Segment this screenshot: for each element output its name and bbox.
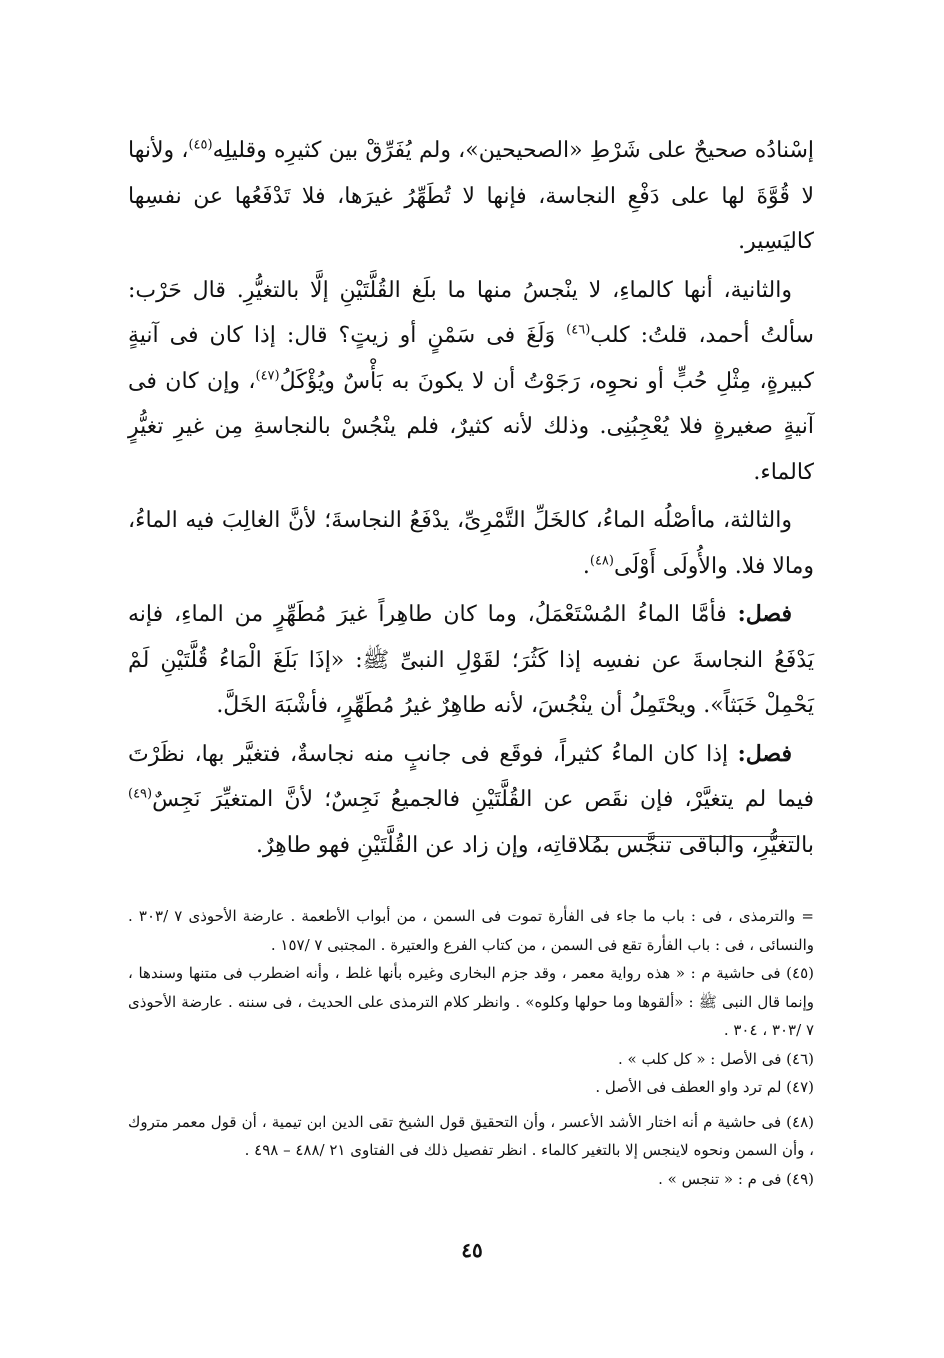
footnote-ref-46: (٤٦) xyxy=(566,322,591,338)
paragraph-1 xyxy=(128,128,814,265)
footnote-ref-47: (٤٧) xyxy=(255,368,280,384)
footnotes-block xyxy=(128,902,814,1193)
section-label: فصل: xyxy=(737,601,792,627)
page-number: ٤٥ xyxy=(461,1238,483,1262)
paragraph-2-text-end: ، وإن كان فى آنيةٍ صغيرةٍ فلا يُعْجِبُنِى. وذلك لأنه كثيرٌ، فلم ينْجُسْ بالنجاسةِ مِن غيرِ تغيُّرٍ كالماء. xyxy=(128,368,814,485)
footnote-ref-45: (٤٥) xyxy=(188,137,213,153)
paragraph-5-text-cont: بالتغيُّرِ، والباقى تنجَّس بمُلاقاتِه، وإن زاد عن القُلَّتَيْنِ فهو طاهِرٌ. xyxy=(256,832,814,858)
paragraph-3-end: . xyxy=(582,553,590,579)
paragraph-3 xyxy=(128,498,814,589)
footnote-continuation: = والترمذى ، فى : باب ما جاء فى الفأرة تموت فى السمن ، من أبواب الأطعمة . عارضة الأحوذى ٧ /٣٠٣ . والنسائى ، فى : باب الفأرة تقع فى السمن ، من كتاب الفرع والعتيرة . المجتبى ٧ /١٥٧ . xyxy=(128,907,814,954)
footnote-48: (٤٨) فى حاشية م أنه اختار الأشد الأعسر ، وأن التحقيق قول الشيخ تقى الدين ابن تيمية ، أن قول معمر متروك ، وأن السمن ونحوه لاينجس إلا بالتغير كالماء . انظر تفصيل ذلك فى الفتاوى ٢١ /٤٨٨ – ٤٩٨ . xyxy=(128,1112,814,1159)
paragraph-2-text: والثانية، أنها كالماءِ، لا ينْجسُ منها ما بلَغ القُلَّتَيْنِ إلَّا بالتغيُّرِ. قال حَرْب: سألتُ أحمد، قلتُ: كلب xyxy=(128,277,814,348)
paragraph-2-text-cont: وَلَغَ فى سَمْنٍ أو زيتٍ؟ قال: إذا كان فى آنيةٍ كبيرةٍ، مِثْلِ حُبٍّ أو نحوِه، رَجَوْتُ أن لا يكونَ به بَأْسٌ ويُؤْكَلُ xyxy=(128,323,814,394)
footnote-45: (٤٥) فى حاشية م : « هذه رواية معمر ، وقد جزم البخارى وغيره بأنها غلط ، وأنه اضطرب فى متنها وسندها ، وإنما قال النبى ﷺ : «ألقوها وما حولها وكلوه» . وانظر كلام الترمذى على الحديث ، فى سننه . عارضة الأحوذى ٧ /٣٠٣ ، ٣٠٤ . xyxy=(128,964,814,1039)
paragraph-1-text-cont: ، ولأنها لا قُوَّةَ لها على دَفْعِ النجاسة، فإنها لا تُطَهِّرُ غيرَها، فلا تَدْفَعُها عن نفسِها كاليَسِير. xyxy=(128,138,814,254)
section-label: فصل: xyxy=(737,740,792,767)
paragraph-5-text: إذا كان الماءُ كثيراً، فوقَع فى جانبٍ منه نجاسةٌ، فتغيَّر بها، نظَرْتَ فيما لم يتغيَّرْ، فإن نقَص عن القُلَّتَيْنِ فالجميعُ نَجِسٌ؛ لأنَّ المتغيِّرَ نَجِسٌ xyxy=(128,741,814,812)
paragraph-5 xyxy=(128,732,814,869)
paragraph-4-text: فأمَّا الماءُ المُسْتَعْمَلُ، وما كان طاهِراً غيرَ مُطَهِّرٍ من الماءِ، فإنه يَدْفَعُ النجاسةَ عن نفسِه إذا كَثُرَ؛ لقَوْلِ النبىِّ ﷺ: «إذَا بَلَغَ الْمَاءُ قُلَّتَيْنِ لَمْ يَحْمِلْ خَبَثاً». ويحْتَمِلُ أن ينْجُسَ، لأنه طاهِرٌ غيرُ مُطَهِّرٍ، فأشْبَهَ الخَلَّ. xyxy=(128,602,814,718)
footnote-ref-48: (٤٨) xyxy=(589,553,614,569)
paragraph-4 xyxy=(128,592,814,729)
paragraph-2 xyxy=(128,268,814,496)
footnote-divider xyxy=(588,836,796,837)
paragraph-3-text: والثالثة، ماأصْلُه الماءُ، كالخَلِّ التَّمْرِىِّ، يدْفَعُ النجاسةَ؛ لأنَّ الغالِبَ فيه الماءُ، ومالا فلا. والأُولَى أَوْلَى xyxy=(128,508,814,579)
footnote-ref-49: (٤٩) xyxy=(128,786,153,802)
footnote-47: (٤٧) لم ترد واو العطف فى الأصل . xyxy=(595,1078,814,1096)
main-text-block xyxy=(128,128,814,871)
footnote-46: (٤٦) فى الأصل : « كل كلب » . xyxy=(618,1049,814,1068)
footnote-49: (٤٩) فى م : « تنجس » . xyxy=(658,1169,814,1188)
paragraph-1-text: إسْنادُه صحيحٌ على شَرْطِ «الصحيحين»، ولم يُفَرِّقْ بين كثيرِه وقليلِه xyxy=(212,138,815,163)
